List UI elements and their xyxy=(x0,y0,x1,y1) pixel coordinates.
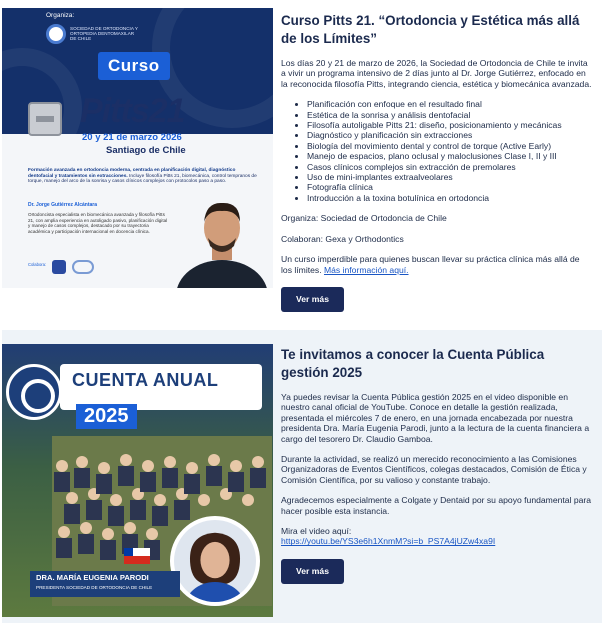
orthodontics-logo-icon xyxy=(72,260,94,274)
course-flyer[interactable] xyxy=(2,8,273,288)
course-closing-text: Un curso imperdible para quienes buscan llevar su práctica clínica más allá de los límites. xyxy=(281,254,580,275)
report-paragraph: Ya puedes revisar la Cuenta Pública gestión 2025 en el video disponible en nuestro canal oficial de YouTube. Conoce en detalle la gestión realizada, presentada el miércoles 7 de enero, en una jornada encabezada por nuestra presidenta Dra. María Eugenia Parodi, junto a la lectura de la cuenta financiera a cargo del tesorero Dr. Claudio Gamboa. xyxy=(281,392,590,444)
list-item: • Casos clínicos complejos sin extracción de premolares xyxy=(307,162,592,172)
video-label: Mira el video aquí: xyxy=(281,526,352,537)
bracket-icon xyxy=(28,102,62,136)
report-content xyxy=(273,330,602,623)
report-paragraph: Durante la actividad, se realizó un merecido reconocimiento a las Comisiones Organizadoras de Eventos Científicos, colegas destacados, Comisión de Ética y Comisión Científica, por su valioso y constante trabajo. xyxy=(281,454,587,485)
president-portrait xyxy=(170,516,260,606)
report-paragraph: Agradecemos especialmente a Colgate y Dentaid por su apoyo fundamental para hacer posible esta instancia. xyxy=(281,495,592,516)
flyer-banner: CUENTA ANUAL xyxy=(72,370,219,390)
youtube-video-link[interactable]: https://youtu.be/YS3e6h1XnmM?si=b_PS7A4jUZw4xa9I xyxy=(281,536,496,547)
list-item: • Uso de mini-implantes extraalveolares xyxy=(307,172,592,182)
president-portrait-icon xyxy=(174,520,256,602)
list-item: • Biología del movimiento dental y control de torque (Active Early) xyxy=(307,141,592,151)
flyer-brand: Pitts21 xyxy=(80,92,185,130)
report-title: Te invitamos a conocer la Cuenta Pública gestión 2025 xyxy=(281,347,545,380)
flyer-year: 2025 xyxy=(76,404,137,429)
flyer-doctor-bio: Ortodoncista especialista en biomecánica avanzada y filosofía Pitts 21, con amplia experiencia en autoligado pasivo, planificación digital y manejo de casos complejos, destacado por su trayectoria académica y participación internacional en docencia clínica. xyxy=(28,212,168,234)
list-item: • Manejo de espacios, plano oclusal y maloclusiones Clase I, II y III xyxy=(307,151,592,161)
course-title: Curso Pitts 21. “Ortodoncia y Estética más allá de los Límites” xyxy=(281,13,580,46)
flyer-description xyxy=(28,168,258,185)
flyer-city: Santiago de Chile xyxy=(106,145,186,156)
gexa-logo-icon xyxy=(52,260,66,274)
course-topics-list xyxy=(307,99,592,203)
more-info-link[interactable]: Más información aquí. xyxy=(323,264,409,275)
course-collaborators: Colaboran: Gexa y Orthodontics xyxy=(281,233,404,244)
flyer-president-role: PRESIDENTA SOCIEDAD DE ORTODONCIA DE CHILE xyxy=(36,585,153,590)
flyer-description-bold: Formación avanzada en ortodoncia moderna, centrada en planificación digital, diagnóstico dentofacial y tratamientos sin extracciones. xyxy=(28,168,236,179)
course-ver-mas-button[interactable]: Ver más xyxy=(281,287,344,312)
flyer-org-label: Organiza: xyxy=(46,12,75,19)
video-block xyxy=(281,526,592,547)
flyer-colab-label: Colabora: xyxy=(28,262,47,267)
list-item: • Planificación con enfoque en el resultado final xyxy=(307,99,592,109)
course-content xyxy=(273,2,602,324)
list-item: • Diagnóstico y planificación sin extracciones xyxy=(307,130,592,140)
flyer-description-rest: Incluye filosofía Pitts 21, biomecánica, control tempranos de torque, manejo del arco de la sonrisa y casos clínicos complejos con protocolos paso a paso. xyxy=(28,173,257,185)
flyer-date: 20 y 21 de marzo 2026 xyxy=(82,132,182,143)
society-logo-icon xyxy=(46,24,66,44)
flyer-president-name: DRA. MARÍA EUGENIA PARODI xyxy=(36,573,149,582)
course-intro: Los días 20 y 21 de marzo de 2026, la Sociedad de Ortodoncia de Chile te invita a vivir un programa intensivo de 2 días junto al Dr. Jorge Gutiérrez, enfocado en la reconocida filosofía Pitts, integrando ciencia, estética y biomecánica avanzada. xyxy=(281,58,592,89)
doctor-portrait-icon xyxy=(172,188,272,288)
flyer-badge: Curso xyxy=(98,52,170,80)
flyer-doctor-name: Dr. Jorge Gutiérrez Alcántara xyxy=(28,202,98,208)
list-item: • Introducción a la toxina botulínica en ortodoncia xyxy=(307,193,592,203)
society-seal-icon xyxy=(6,364,62,420)
course-closing xyxy=(281,254,592,275)
report-ver-mas-button[interactable]: Ver más xyxy=(281,559,344,584)
course-organizer: Organiza: Sociedad de Ortodoncia de Chile xyxy=(281,213,447,224)
report-card xyxy=(2,330,602,623)
list-item: • Estética de la sonrisa y análisis dentofacial xyxy=(307,110,592,120)
list-item: • Fotografía clínica xyxy=(307,182,592,192)
list-item: • Filosofía autoligable Pitts 21: diseño, posicionamiento y mecánicas xyxy=(307,120,592,130)
report-flyer[interactable] xyxy=(2,344,273,617)
course-card xyxy=(2,2,602,324)
flyer-society-name: SOCIEDAD DE ORTODONCIA Y ORTOPEDIA DENTOMAXILAR DE CHILE xyxy=(70,26,138,42)
